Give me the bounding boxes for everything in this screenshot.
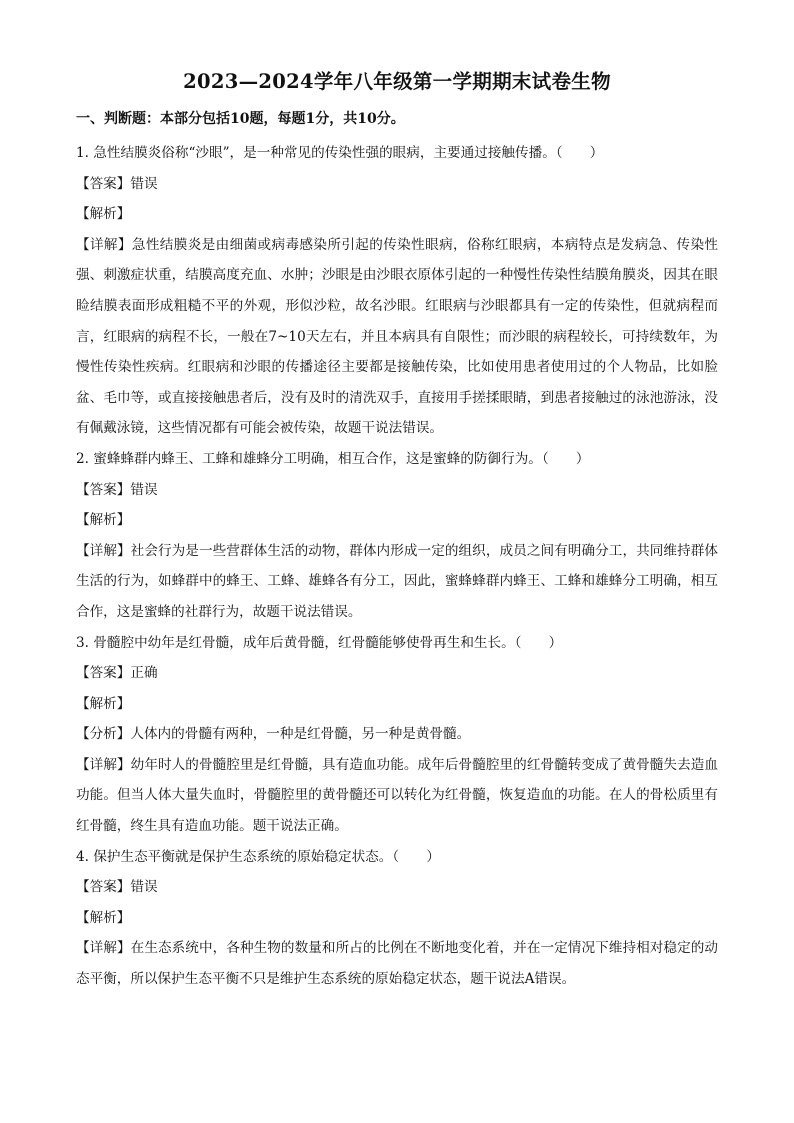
section-heading: 一、判断题：本部分包括10题，每题1分，共10分。 <box>76 111 405 127</box>
answer-value: 正确 <box>130 665 158 682</box>
detail-tag: 【详解】 <box>76 940 131 957</box>
answer-tag: 【答案】 <box>76 665 131 682</box>
question-text: 1. 急性结膜炎俗称“沙眼”，是一种常见的传染性强的眼病，主要通过接触传播。（ ） <box>76 145 604 161</box>
question-text: 2. 蜜蜂蜂群内蜂王、工蜂和雄蜂分工明确，相互合作，这是蜜蜂的防御行为。（ ） <box>76 450 590 467</box>
answer-value: 错误 <box>130 175 158 192</box>
question-item-1 <box>76 138 718 444</box>
detail-text: 急性结膜炎是由细菌或病毒感染所引起的传染性眼病，俗称红眼病，本病特点是发病急、传染性强、刺激症状重，结膜高度充血、水肿；沙眼是由沙眼衣原体引起的一种慢性传染性结膜角膜炎，因其在眼睑结膜表面形成粗糙不平的外观，形似沙粒，故名沙眼。红眼病与沙眼都具有一定的传染性，但就病程而言，红眼病的病程不长，一般在7~10天左右，并且本病具有自限性；而沙眼的病程较长，可持续数年，为慢性传染性疾病。红眼病和沙眼的传播途径主要都是接触传染，比如使用患者使用过的个人物品，比如脸盆、毛巾等，或直接接触患者后，没有及时的清洗双手，直接用手搓揉眼睛，到患者接触过的泳池游泳，没有佩戴泳镜，这些情况都有可能会被传染，故题干说法错误。 <box>76 236 718 437</box>
answer-line <box>76 658 718 689</box>
answer-tag: 【答案】 <box>76 175 131 192</box>
detail-paragraph <box>76 750 718 842</box>
question-item-3 <box>76 628 718 842</box>
detail-tag: 【详解】 <box>76 756 131 773</box>
question-text: 3. 骨髓腔中幼年是红骨髓，成年后黄骨髓，红骨髓能够使骨再生和生长。（ ） <box>76 634 563 651</box>
detail-tag: 【详解】 <box>76 236 132 253</box>
detail-text: 在生态系统中，各种生物的数量和所占的比例在不断地变化着，并在一定情况下维持相对稳定的动态平衡，所以保护生态平衡不只是维护生态系统的原始稳定状态，题干说法A错误。 <box>76 940 719 988</box>
answer-value: 错误 <box>130 879 158 896</box>
answer-value: 错误 <box>130 481 158 498</box>
question-text: 4. 保护生态平衡就是保护生态系统的原始稳定状态。（ ） <box>76 848 440 865</box>
page-title: 2023—2024学年八年级第一学期期末试卷生物 <box>183 70 611 93</box>
question-item-4 <box>76 842 718 995</box>
answer-tag: 【答案】 <box>76 481 131 498</box>
fenxi-text: 人体内的骨髓有两种，一种是红骨髓，另一种是黄骨髓。 <box>130 726 471 743</box>
detail-paragraph <box>76 536 718 628</box>
analysis-tag: 【解析】 <box>76 512 131 529</box>
answer-line <box>76 475 718 506</box>
fenxi-tag: 【分析】 <box>76 726 131 743</box>
answer-line <box>76 169 718 200</box>
question-item-2 <box>76 444 718 628</box>
detail-text: 社会行为是一些营群体生活的动物，群体内形成一定的组织，成员之间有明确分工，共同维持群体生活的行为，如蜂群中的蜂王、工蜂、雄蜂各有分工，因此，蜜蜂蜂群内蜂王、工蜂和雄蜂分工明确，相互合作，这是蜜蜂的社群行为，故题干说法错误。 <box>76 542 719 620</box>
detail-paragraph <box>76 230 718 444</box>
answer-line <box>76 872 718 903</box>
analysis-tag: 【解析】 <box>76 206 131 223</box>
detail-paragraph <box>76 933 718 994</box>
answer-tag: 【答案】 <box>76 879 131 896</box>
detail-text: 幼年时人的骨髓腔里是红骨髓，具有造血功能。成年后骨髓腔里的红骨髓转变成了黄骨髓失去造血功能。但当人体大量失血时，骨髓腔里的黄骨髓还可以转化为红骨髓，恢复造血的功能。在人的骨松质里有红骨髓，终生具有造血功能。题干说法正确。 <box>76 756 719 835</box>
analysis-tag: 【解析】 <box>76 909 131 926</box>
fenxi-paragraph <box>76 719 718 750</box>
analysis-tag: 【解析】 <box>76 695 131 712</box>
detail-tag: 【详解】 <box>76 542 131 559</box>
